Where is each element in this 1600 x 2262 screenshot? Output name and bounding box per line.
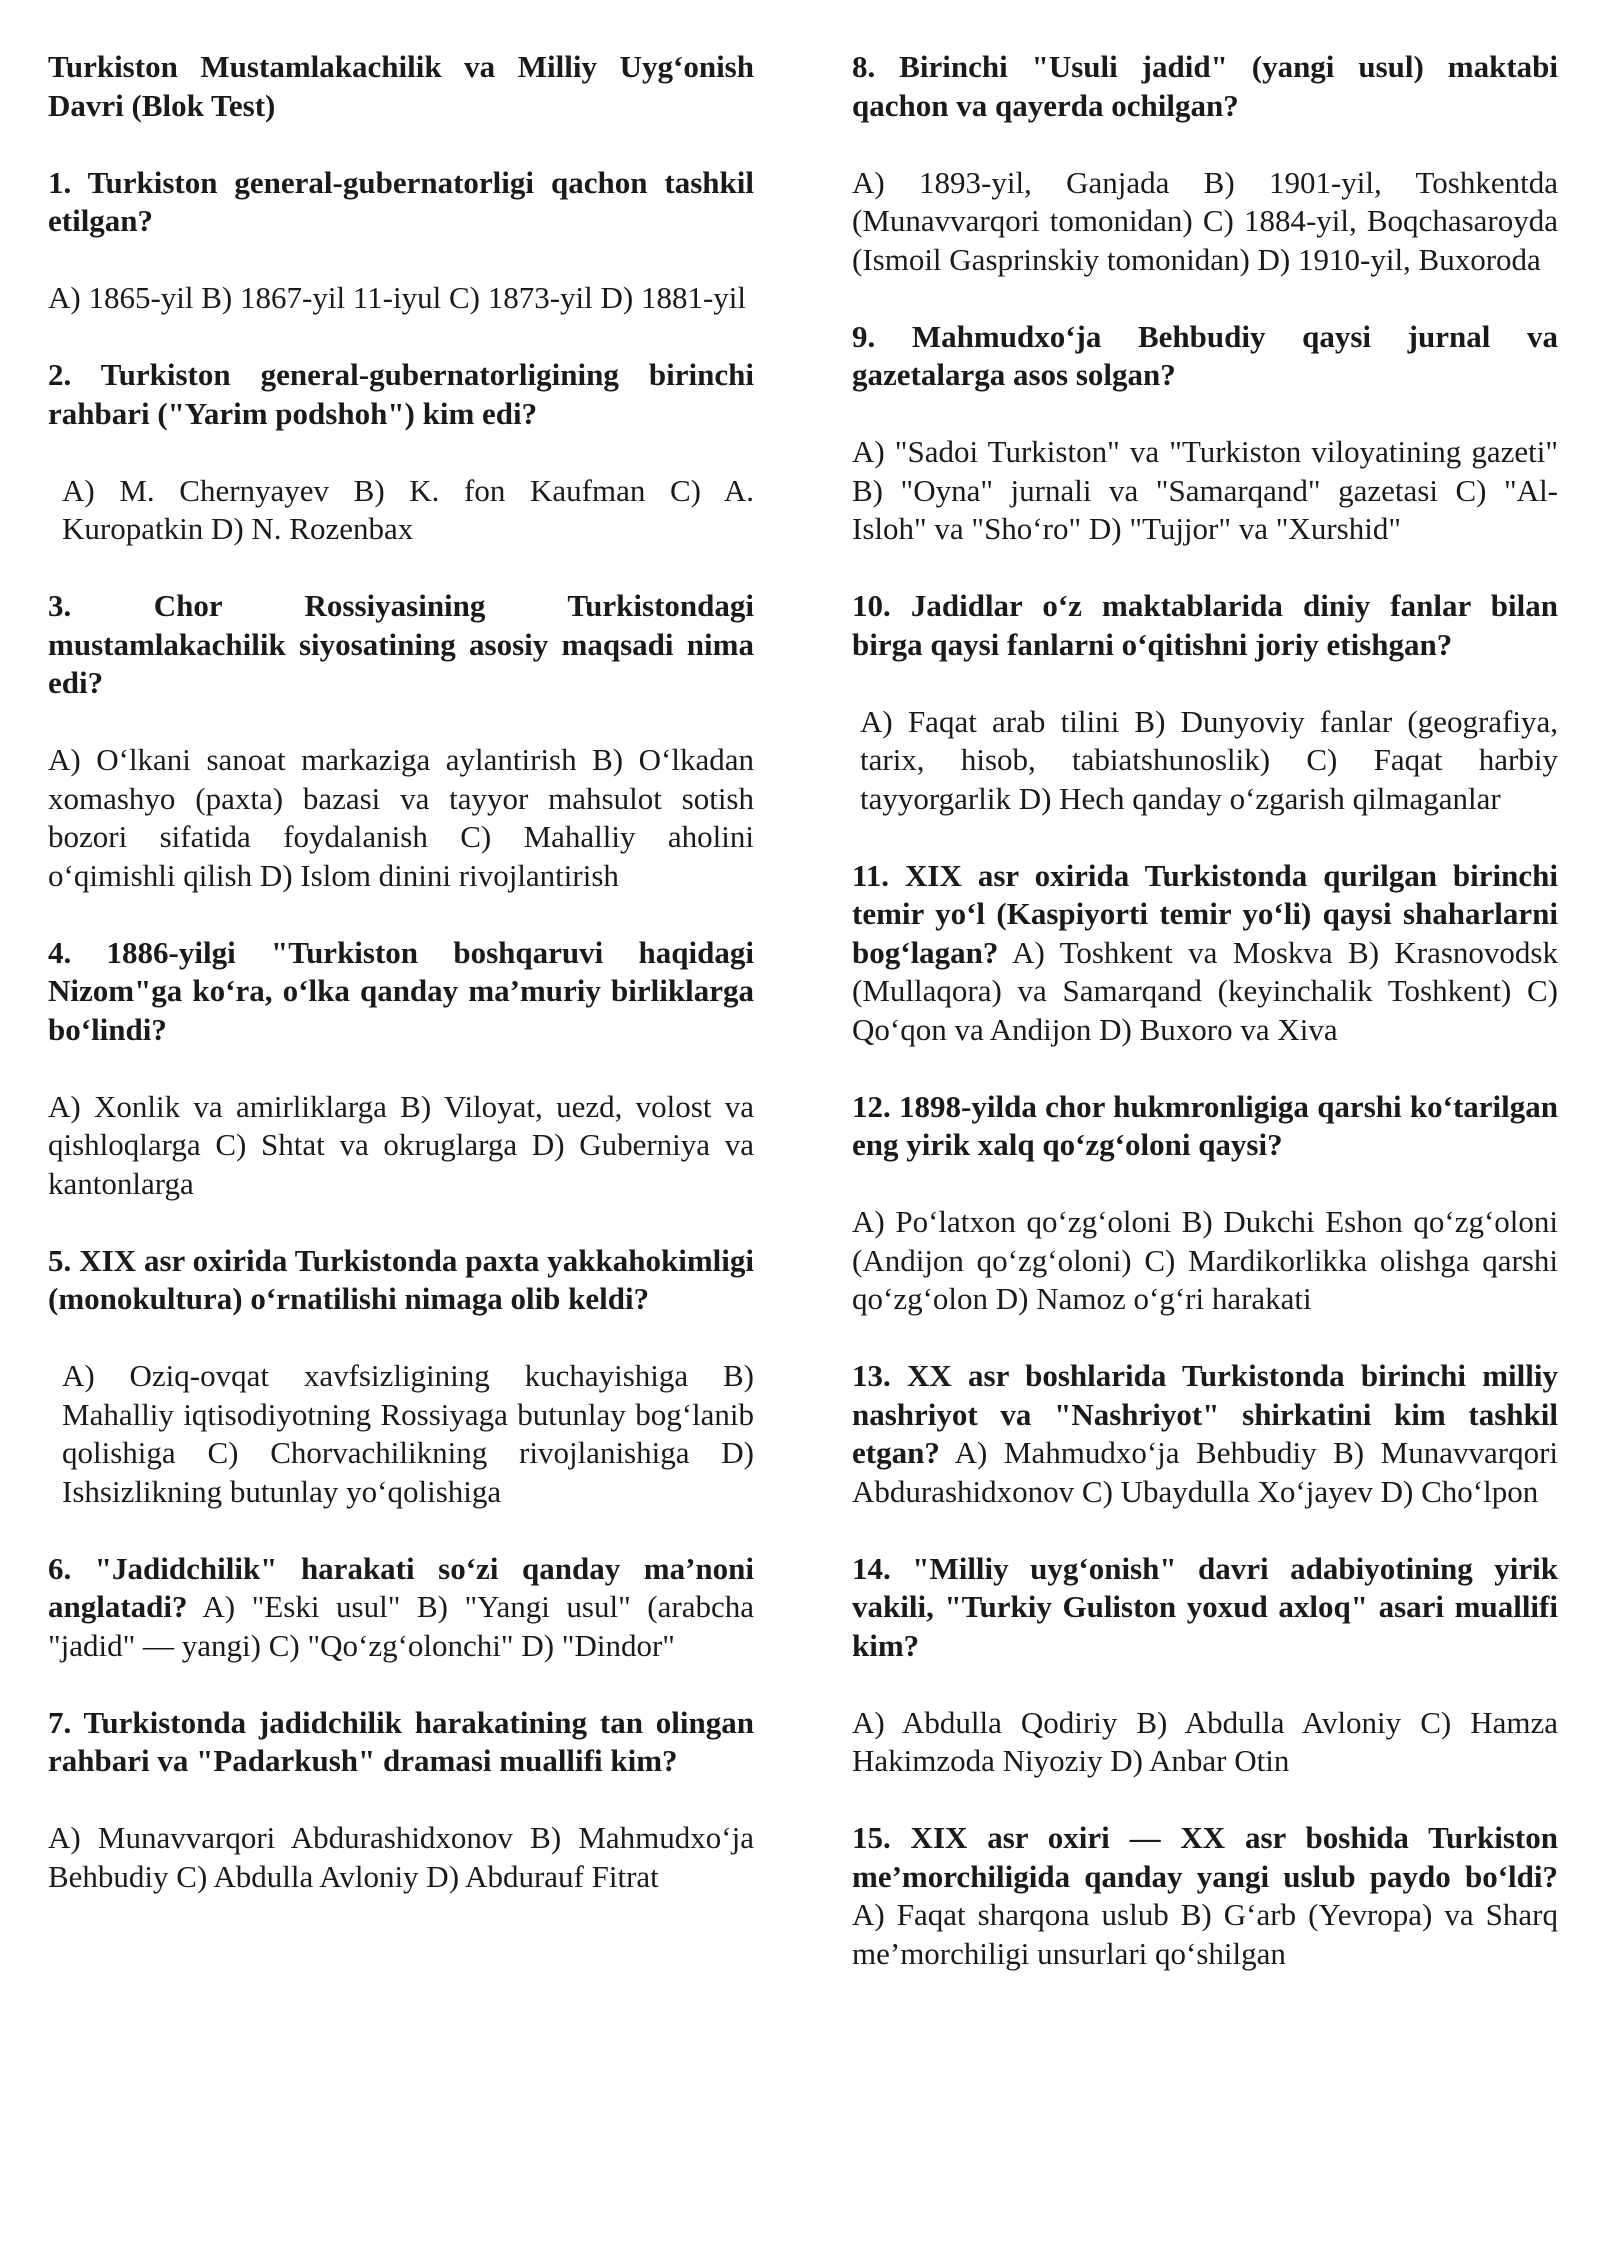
answers-4: A) Xonlik va amirliklarga B) Viloyat, uezd, volost va qishloqlarga C) Shtat va okruglarga D) Guberniya va kantonlarga bbox=[48, 1088, 754, 1201]
answers-5: A) Oziq-ovqat xavfsizligining kuchayishiga B) Mahalliy iqtisodiyotning Rossiyaga butunlay bog‘lanib qolishiga C) Chorvachilikning rivojlanishiga D) Ishsizlikning butunlay yo‘qolishiga bbox=[62, 1358, 754, 1509]
question-10: 10. Jadidlar o‘z maktablarida diniy fanlar bilan birga qaysi fanlarni o‘qitishni joriy etishgan? bbox=[852, 588, 1558, 662]
document-title: Turkiston Mustamlakachilik va Milliy Uyg‘onish Davri (Blok Test) bbox=[48, 49, 754, 123]
question-2: 2. Turkiston general-gubernatorligining birinchi rahbari ("Yarim podshoh") kim edi? bbox=[48, 357, 754, 431]
answers-9: A) "Sadoi Turkiston" va "Turkiston viloyatining gazeti" B) "Oyna" jurnali va "Samarqand" gazetasi C) "Al-Isloh" va "Sho‘ro" D) "Tujjor" va "Xurshid" bbox=[852, 434, 1558, 546]
question-9: 9. Mahmudxo‘ja Behbudiy qaysi jurnal va gazetalarga asos solgan? bbox=[852, 318, 1558, 392]
answers-7: A) Munavvarqori Abdurashidxonov B) Mahmudxo‘ja Behbudiy C) Abdulla Avloniy D) Abdurauf Fitrat bbox=[48, 1820, 754, 1894]
question-12: 12. 1898-yilda chor hukmronligiga qarshi ko‘tarilgan eng yirik xalq qo‘zg‘oloni qaysi? bbox=[852, 1088, 1558, 1162]
question-3: 3. Chor Rossiyasining Turkistondagi mustamlakachilik siyosatining asosiy maqsadi nima edi? bbox=[48, 588, 754, 700]
answers-2: A) M. Chernyayev B) K. fon Kaufman C) A. Kuropatkin D) N. Rozenbax bbox=[62, 472, 754, 546]
question-7: 7. Turkistonda jadidchilik harakatining tan olingan rahbari va "Padarkush" dramasi muallifi kim? bbox=[48, 1704, 754, 1778]
question-5: 5. XIX asr oxirida Turkistonda paxta yakkahokimligi (monokultura) o‘rnatilishi nimaga olib keldi? bbox=[48, 1242, 754, 1316]
answers-3: A) O‘lkani sanoat markaziga aylantirish B) O‘lkadan xomashyo (paxta) bazasi va tayyor mahsulot sotish bozori sifatida foydalanish C) Mahalliy aholini o‘qimishli qilish D) Islom dinini rivojlantirish bbox=[48, 742, 754, 893]
question-13 bbox=[852, 1357, 1558, 1511]
question-8: 8. Birinchi "Usuli jadid" (yangi usul) maktabi qachon va qayerda ochilgan? bbox=[852, 49, 1558, 123]
answers-6: A) "Eski usul" B) "Yangi usul" (arabcha "jadid" — yangi) C) "Qo‘zg‘olonchi" D) "Dindor" bbox=[48, 1589, 754, 1663]
answers-14: A) Abdulla Qodiriy B) Abdulla Avloniy C) Hamza Hakimzoda Niyoziy D) Anbar Otin bbox=[852, 1704, 1558, 1778]
question-1: 1. Turkiston general-gubernatorligi qachon tashkil etilgan? bbox=[48, 164, 754, 238]
question-6-text: 6. "Jadidchilik" harakati so‘zi qanday ma’noni anglatadi? bbox=[48, 1550, 754, 1624]
question-6 bbox=[48, 1550, 754, 1666]
answers-11: A) Toshkent va Moskva B) Krasnovodsk (Mullaqora) va Samarqand (keyinchalik Toshkent) C) Qo‘qon va Andijon D) Buxoro va Xiva bbox=[852, 934, 1558, 1047]
right-column bbox=[852, 48, 1558, 2012]
answers-10: A) Faqat arab tilini B) Dunyoviy fanlar (geografiya, tarix, hisob, tabiatshunoslik) C) Faqat harbiy tayyorgarlik D) Hech qanday o‘zgarish qilmaganlar bbox=[860, 703, 1558, 816]
question-11 bbox=[852, 857, 1558, 1050]
question-13-text: 13. XX asr boshlarida Turkistonda birinchi milliy nashriyot va "Nashriyot" shirkatini kim tashkil etgan? bbox=[852, 1358, 1558, 1470]
question-14: 14. "Milliy uyg‘onish" davri adabiyotining yirik vakili, "Turkiy Guliston yoxud axloq" asari muallifi kim? bbox=[852, 1550, 1558, 1663]
answers-1: A) 1865-yil B) 1867-yil 11-iyul C) 1873-yil D) 1881-yil bbox=[48, 280, 747, 315]
answers-13: A) Mahmudxo‘ja Behbudiy B) Munavvarqori Abdurashidxonov C) Ubaydulla Xo‘jayev D) Cho‘lpon bbox=[852, 1435, 1559, 1509]
question-11-text: 11. XIX asr oxirida Turkistonda qurilgan birinchi temir yo‘l (Kaspiyorti temir yo‘li) qaysi shaharlarni bog‘lagan? bbox=[852, 857, 1558, 970]
answers-8: A) 1893-yil, Ganjada B) 1901-yil, Toshkentda (Munavvarqori tomonidan) C) 1884-yil, Boqchasaroyda (Ismoil Gasprinskiy tomonidan) D) 1910-yil, Buxoroda bbox=[852, 164, 1558, 277]
question-15-text: 15. XIX asr oxiri — XX asr boshida Turkiston me’morchiligida qanday yangi uslub paydo bo‘ldi? bbox=[852, 1820, 1558, 1894]
question-4: 4. 1886-yilgi "Turkiston boshqaruvi haqidagi Nizom"ga ko‘ra, o‘lka qanday ma’muriy birliklarga bo‘lindi? bbox=[48, 934, 754, 1047]
left-column bbox=[48, 48, 754, 1935]
question-15 bbox=[852, 1819, 1558, 1973]
answers-15: A) Faqat sharqona uslub B) G‘arb (Yevropa) va Sharq me’morchiligi unsurlari qo‘shilgan bbox=[852, 1897, 1558, 1971]
answers-12: A) Po‘latxon qo‘zg‘oloni B) Dukchi Eshon qo‘zg‘oloni (Andijon qo‘zg‘oloni) C) Mardikorlikka olishga qarshi qo‘zg‘olon D) Namoz o‘g‘ri harakati bbox=[852, 1204, 1558, 1316]
